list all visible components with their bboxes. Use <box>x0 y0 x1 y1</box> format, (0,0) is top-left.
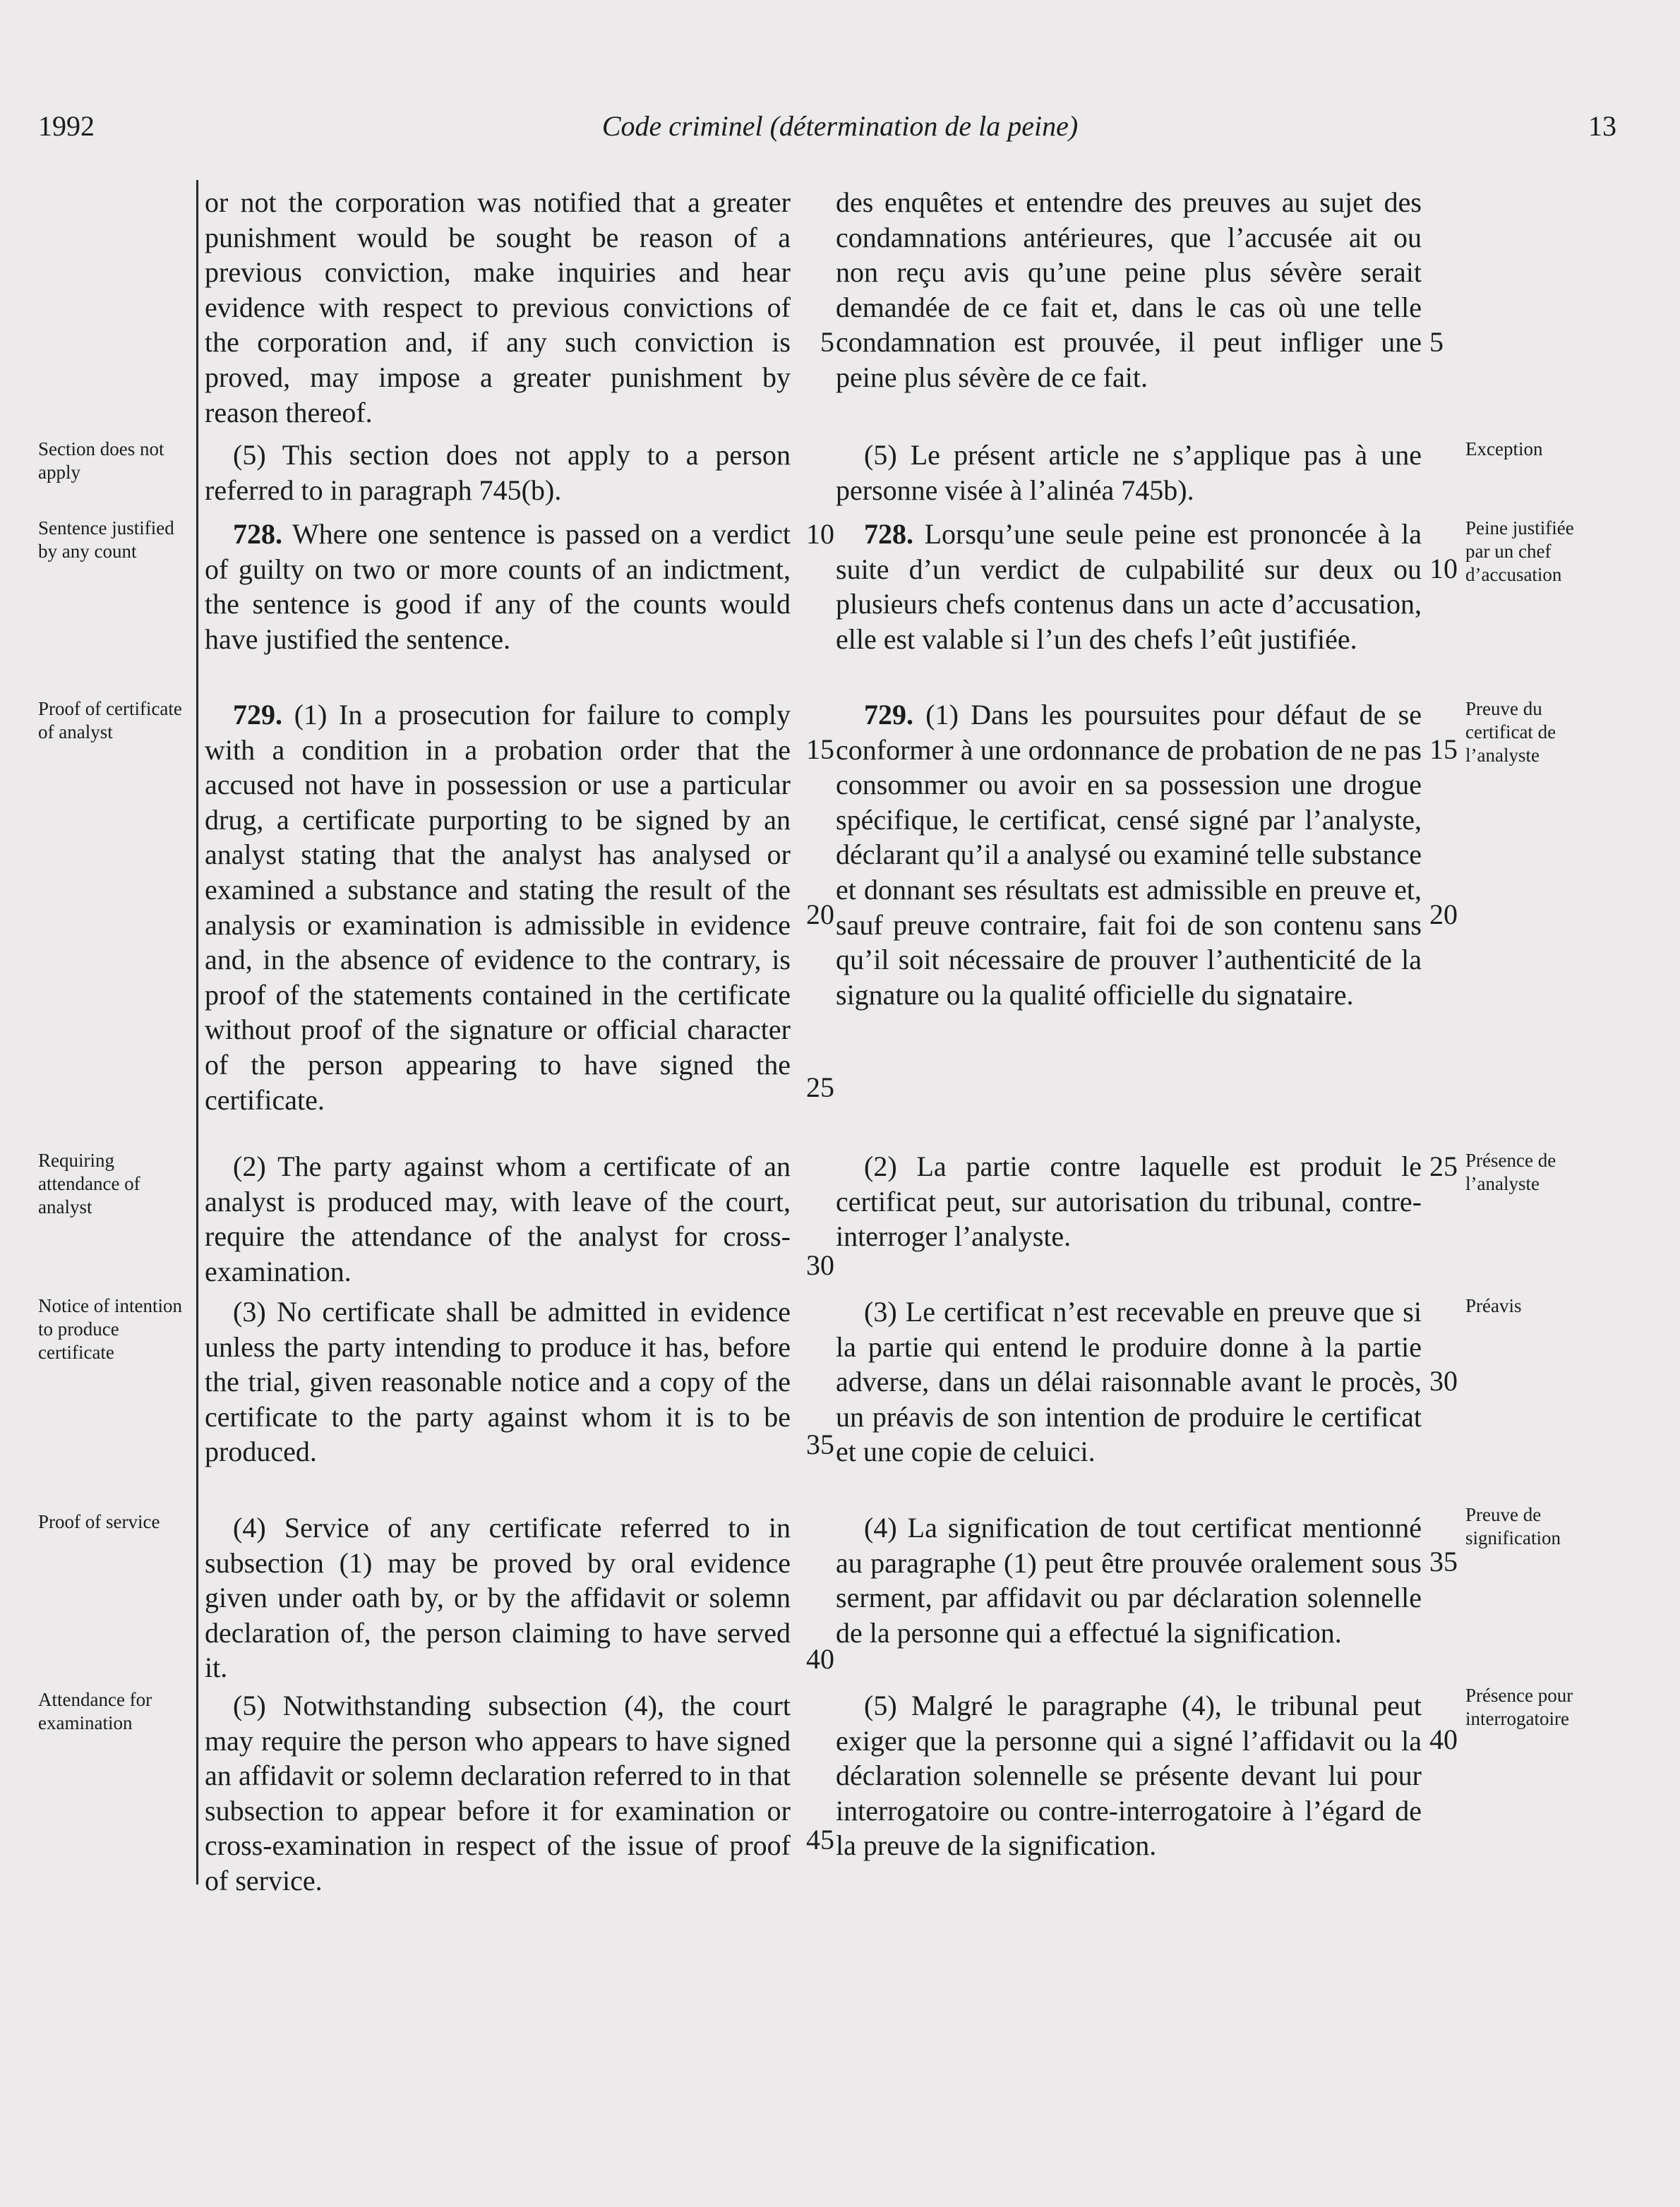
line-number: 25 <box>1429 1150 1458 1182</box>
margin-note-fr: Preuve de signification <box>1465 1504 1561 1548</box>
line-number: 30 <box>806 1249 834 1281</box>
english-section-728: 728. Where one sentence is passed on a verdict of guilty on two or more counts of an indictment, the sentence is good if any of the counts would have justified the sentence. <box>205 518 791 655</box>
margin-note-en: Proof of service <box>38 1511 160 1532</box>
english-paragraph: (2) The party against whom a certificate of an analyst is produced may, with leave of the court, require the attendance of the analyst for cross-examination. <box>205 1150 791 1287</box>
margin-note-fr: Preuve du certificat de l’analyste <box>1465 698 1556 766</box>
margin-note-en: Requiring attendance of analyst <box>38 1150 140 1217</box>
header-title: Code criminel (détermination de la peine) <box>601 110 1079 142</box>
line-number: 45 <box>806 1824 834 1856</box>
column-rule <box>196 180 198 1884</box>
line-number: 35 <box>806 1429 834 1460</box>
english-section-729: 729. (1) In a prosecution for failure to comply with a condition in a probation order that the accused not have in possession or use a particular drug, a certificate purporting to be signed by an analyst stating that the analyst has analysed or examined a substance and stating the result of the analysis or examination is admissible in evidence and, in the absence of evidence to the contrary, is proof of the statements contained in the certificate without proof of the signature or official character of the person appearing to have signed the certificate. <box>205 699 791 1116</box>
french-paragraph: (5) Le présent article ne s’applique pas à une personne visée à l’alinéa 745b). <box>836 439 1422 506</box>
margin-note-en: Attendance for examination <box>38 1689 152 1733</box>
line-number: 25 <box>806 1071 834 1103</box>
margin-note-en: Sentence justified by any count <box>38 517 174 562</box>
english-paragraph: or not the corporation was notified that a greater punishment would be sought be reason of a previous conviction, make inquiries and hear evidence with respect to previous convictions of the corporation and, if any such conviction is proved, may impose a greater punishment by reason thereof. <box>205 186 791 428</box>
line-number: 5 <box>820 326 834 358</box>
line-number: 35 <box>1429 1546 1458 1577</box>
page-number: 13 <box>1588 110 1616 142</box>
margin-note-fr: Présence de l’analyste <box>1465 1150 1556 1194</box>
margin-note-fr: Peine justifiée par un chef d’accusation <box>1465 517 1574 585</box>
french-paragraph: des enquêtes et entendre des preuves au sujet des condamnations antérieures, que l’accusée ait ou non reçu avis qu’une peine plus sévère serait demandée de ce fait et, dans le cas où une telle condamnation est prouvée, il peut infliger une peine plus sévère de ce fait. <box>836 186 1422 393</box>
margin-note-en: Proof of certificate of analyst <box>38 698 182 742</box>
french-section-729: 729. (1) Dans les poursuites pour défaut de se conformer à une ordonnance de probation de ne pas consommer ou avoir en sa possession une drogue spécifique, le certificat, censé signé par l’analyste, déclarant qu’il a analysé ou examiné telle substance et donnant ses résultats est admissible en preuve et, sauf preuve contraire, fait foi de son contenu sans qu’il soit nécessaire de prouver l’authenticité de la signature ou la qualité officielle du signataire. <box>836 699 1422 1011</box>
margin-note-fr: Présence pour interrogatoire <box>1465 1685 1573 1729</box>
section-number: 728. <box>233 518 282 550</box>
margin-note-fr: Exception <box>1465 438 1543 459</box>
line-number: 20 <box>1429 898 1458 930</box>
line-number: 10 <box>806 518 834 550</box>
french-section-728: 728. Lorsqu’une seule peine est prononcée à la suite d’un verdict de culpabilité sur deux ou plusieurs chefs contenus dans un acte d’accusation, elle est valable si l’un des chefs l’eût justifiée. <box>836 518 1422 655</box>
line-number: 40 <box>1429 1724 1458 1755</box>
section-number: 729. <box>233 699 282 730</box>
line-number: 20 <box>806 898 834 930</box>
line-number: 40 <box>806 1643 834 1675</box>
french-paragraph: (5) Malgré le paragraphe (4), le tribunal peut exiger que la personne qui a signé l’affidavit ou la déclaration solennelle se présente devant lui pour interrogatoire ou contre-interrogatoire à l’égard de la preuve de la signification. <box>836 1690 1422 1862</box>
line-number: 15 <box>806 733 834 765</box>
english-paragraph: (3) No certificate shall be admitted in evidence unless the party intending to produce it has, before the trial, given reasonable notice and a copy of the certificate to the party against whom it is to be produced. <box>205 1296 791 1468</box>
margin-note-en: Section does not apply <box>38 438 164 483</box>
line-number: 30 <box>1429 1365 1458 1397</box>
line-number: 10 <box>1429 553 1458 584</box>
margin-note-fr: Préavis <box>1465 1295 1522 1316</box>
english-paragraph: (5) This section does not apply to a person referred to in paragraph 745(b). <box>205 439 791 506</box>
header-year: 1992 <box>38 110 95 142</box>
line-number: 5 <box>1429 326 1444 358</box>
margin-note-en: Notice of intention to produce certificate <box>38 1295 182 1363</box>
line-number: 15 <box>1429 733 1458 765</box>
english-paragraph: (5) Notwithstanding subsection (4), the court may require the person who appears to have signed an affidavit or solemn declaration referred to in that subsection to appear before it for examination or cross-examination in respect of the issue of proof of service. <box>205 1690 791 1896</box>
french-paragraph: (3) Le certificat n’est recevable en preuve que si la partie qui entend le produire donne à la partie adverse, dans un délai raisonnable avant le procès, un préavis de son intention de produire le certificat et une copie de celuici. <box>836 1296 1422 1468</box>
french-paragraph: (2) La partie contre laquelle est produit le certificat peut, sur autorisation du tribunal, contre-interroger l’analyste. <box>836 1150 1422 1253</box>
section-number: 728. <box>864 518 913 550</box>
section-number: 729. <box>864 699 913 730</box>
english-paragraph: (4) Service of any certificate referred to in subsection (1) may be proved by oral evidence given under oath by, or by the affidavit or solemn declaration of, the person claiming to have served it. <box>205 1512 791 1684</box>
french-paragraph: (4) La signification de tout certificat mentionné au paragraphe (1) peut être prouvée oralement sous serment, par affidavit ou par déclaration solennelle de la personne qui a effectué la signification. <box>836 1512 1422 1649</box>
